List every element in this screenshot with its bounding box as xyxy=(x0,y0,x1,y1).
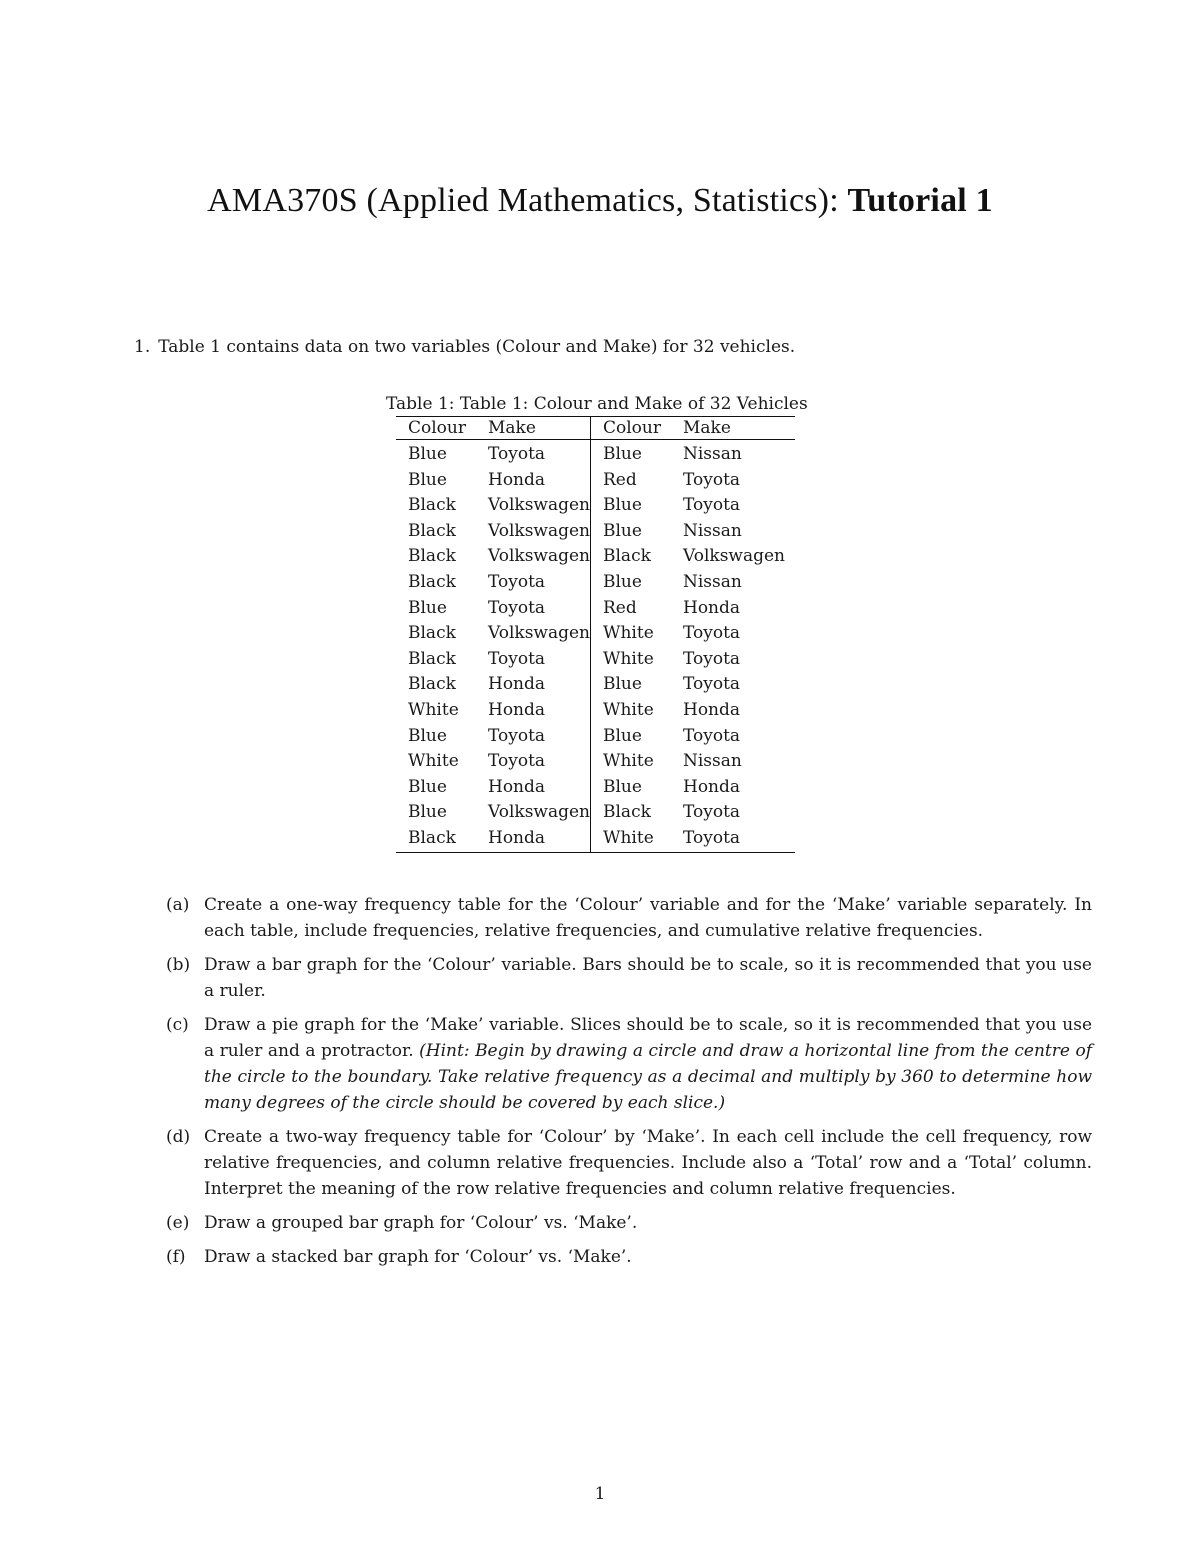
cell-make-left: Volkswagen xyxy=(488,546,590,567)
cell-colour-left: Black xyxy=(408,648,456,669)
sub-question xyxy=(160,952,1092,1004)
cell-make-right: Toyota xyxy=(683,802,741,823)
cell-make-left: Honda xyxy=(488,699,546,720)
cell-colour-right: White xyxy=(591,749,672,775)
table-row xyxy=(396,800,795,826)
sub-question-text: Draw a stacked bar graph for ‘Colour’ vs. ‘Make’. xyxy=(204,1247,632,1267)
table-row xyxy=(396,698,795,724)
page-title xyxy=(0,182,1200,220)
table-row xyxy=(396,570,795,596)
cell-colour-left: Blue xyxy=(408,802,447,823)
cell-colour-right: Blue xyxy=(591,519,672,545)
cell-make-right: Honda xyxy=(683,776,741,797)
sub-question-label: (b) xyxy=(166,955,191,975)
cell-make-right: Toyota xyxy=(683,469,741,490)
cell-make-right: Toyota xyxy=(683,623,741,644)
cell-colour-left: Black xyxy=(408,674,456,695)
table-row xyxy=(396,672,795,698)
cell-make-left: Volkswagen xyxy=(488,623,590,644)
cell-make-left: Honda xyxy=(488,674,546,695)
sub-question xyxy=(160,892,1092,944)
cell-make-right: Nissan xyxy=(683,751,742,772)
cell-make-left: Toyota xyxy=(488,444,546,464)
cell-colour-right: Blue xyxy=(591,440,672,468)
cell-colour-right: Blue xyxy=(591,493,672,519)
question-number: 1. xyxy=(134,337,151,357)
sub-question-text: Create a one-way frequency table for the ‘Colour’ variable and for the ‘Make’ variable separately. In each table, include frequencies, relative frequencies, and cumulative relative frequencies. xyxy=(204,895,1092,941)
cell-make-left: Volkswagen xyxy=(488,802,590,823)
sub-question-label: (f) xyxy=(166,1247,186,1267)
sub-question xyxy=(160,1210,1092,1236)
cell-make-left: Honda xyxy=(488,827,546,848)
sub-question-label: (a) xyxy=(166,895,190,915)
table-row xyxy=(396,440,795,468)
cell-make-right: Toyota xyxy=(683,495,741,516)
cell-make-right: Toyota xyxy=(683,725,741,746)
table-row xyxy=(396,468,795,494)
cell-colour-left: Blue xyxy=(408,469,447,490)
page-number: 1 xyxy=(594,1484,606,1504)
cell-colour-left: White xyxy=(408,699,459,720)
cell-make-right: Nissan xyxy=(683,571,742,592)
table-row xyxy=(396,596,795,622)
cell-make-right: Toyota xyxy=(683,827,741,848)
cell-make-right: Honda xyxy=(683,597,741,618)
cell-colour-left: Black xyxy=(408,827,456,848)
cell-make-left: Toyota xyxy=(488,597,546,618)
cell-make-right: Toyota xyxy=(683,674,741,695)
table-row xyxy=(396,749,795,775)
cell-colour-left: Blue xyxy=(408,597,447,618)
cell-make-left: Volkswagen xyxy=(488,520,590,541)
cell-make-right: Toyota xyxy=(683,648,741,669)
cell-make-left: Honda xyxy=(488,469,546,490)
sub-question-text: Create a two-way frequency table for ‘Colour’ by ‘Make’. In each cell include the cell frequency, row relative frequencies, and column relative frequencies. Include also a ‘Total’ row and a ‘Total’ column. Interpret the meaning of the row relative frequencies and column relative frequencies. xyxy=(204,1127,1092,1199)
sub-question xyxy=(160,1244,1092,1270)
title-tutorial: Tutorial 1 xyxy=(847,182,993,219)
cell-colour-left: Blue xyxy=(408,444,447,464)
cell-colour-left: Blue xyxy=(408,776,447,797)
table-row xyxy=(396,621,795,647)
cell-colour-left: White xyxy=(408,751,459,772)
table-header-row xyxy=(396,417,795,440)
sub-question xyxy=(160,1012,1092,1116)
sub-question-text: Draw a bar graph for the ‘Colour’ variable. Bars should be to scale, so it is recommended that you use a ruler. xyxy=(204,955,1092,1001)
sub-question-label: (d) xyxy=(166,1127,191,1147)
question-1 xyxy=(134,334,1094,360)
sub-question-label: (c) xyxy=(166,1015,189,1035)
cell-colour-right: White xyxy=(591,698,672,724)
header-make-left: Make xyxy=(488,418,536,438)
cell-colour-right: Black xyxy=(591,544,672,570)
title-main: AMA370S (Applied Mathematics, Statistics): xyxy=(207,182,848,219)
table-row xyxy=(396,647,795,673)
cell-colour-right: Blue xyxy=(591,775,672,801)
vehicle-data-table xyxy=(396,416,795,853)
cell-colour-right: White xyxy=(591,826,672,852)
cell-make-left: Honda xyxy=(488,776,546,797)
sub-question xyxy=(160,1124,1092,1202)
cell-make-right: Volkswagen xyxy=(683,546,785,567)
table-row xyxy=(396,724,795,750)
cell-colour-right: Red xyxy=(591,596,672,622)
table-row xyxy=(396,775,795,801)
sub-question-text: Draw a pie graph for the ‘Make’ variable. Slices should be to scale, so it is recommended that you use a ruler and a protractor. xyxy=(204,1015,1092,1061)
sub-questions-list xyxy=(160,892,1092,1278)
header-colour-right: Colour xyxy=(591,417,672,440)
cell-colour-left: Black xyxy=(408,520,456,541)
cell-make-left: Toyota xyxy=(488,751,546,772)
cell-make-left: Toyota xyxy=(488,571,546,592)
cell-colour-left: Blue xyxy=(408,725,447,746)
cell-make-left: Volkswagen xyxy=(488,495,590,516)
table-row xyxy=(396,493,795,519)
cell-colour-right: Blue xyxy=(591,724,672,750)
table-body xyxy=(396,440,795,853)
sub-question-hint: (Hint: Begin by drawing a circle and draw a horizontal line from the centre of the circle to the boundary. Take relative frequency as a decimal and multiply by 360 to determine how many degrees of the circle should be covered by each slice.) xyxy=(204,1041,1093,1113)
table-caption: Table 1: Table 1: Colour and Make of 32 Vehicles xyxy=(386,394,808,414)
cell-colour-right: Black xyxy=(591,800,672,826)
cell-colour-right: White xyxy=(591,621,672,647)
cell-colour-right: White xyxy=(591,647,672,673)
cell-colour-right: Blue xyxy=(591,672,672,698)
cell-colour-right: Red xyxy=(591,468,672,494)
cell-make-right: Nissan xyxy=(683,520,742,541)
cell-colour-left: Black xyxy=(408,495,456,516)
sub-question-text: Draw a grouped bar graph for ‘Colour’ vs. ‘Make’. xyxy=(204,1213,638,1233)
cell-make-right: Honda xyxy=(683,699,741,720)
cell-colour-left: Black xyxy=(408,546,456,567)
cell-make-left: Toyota xyxy=(488,725,546,746)
table-row xyxy=(396,544,795,570)
cell-make-right: Nissan xyxy=(683,444,742,464)
header-make-right: Make xyxy=(683,418,731,438)
question-text: Table 1 contains data on two variables (Colour and Make) for 32 vehicles. xyxy=(158,337,796,357)
table-row xyxy=(396,826,795,852)
cell-colour-left: Black xyxy=(408,571,456,592)
cell-colour-right: Blue xyxy=(591,570,672,596)
table-row xyxy=(396,519,795,545)
cell-colour-left: Black xyxy=(408,623,456,644)
cell-make-left: Toyota xyxy=(488,648,546,669)
header-colour-left: Colour xyxy=(408,418,466,438)
sub-question-label: (e) xyxy=(166,1213,190,1233)
